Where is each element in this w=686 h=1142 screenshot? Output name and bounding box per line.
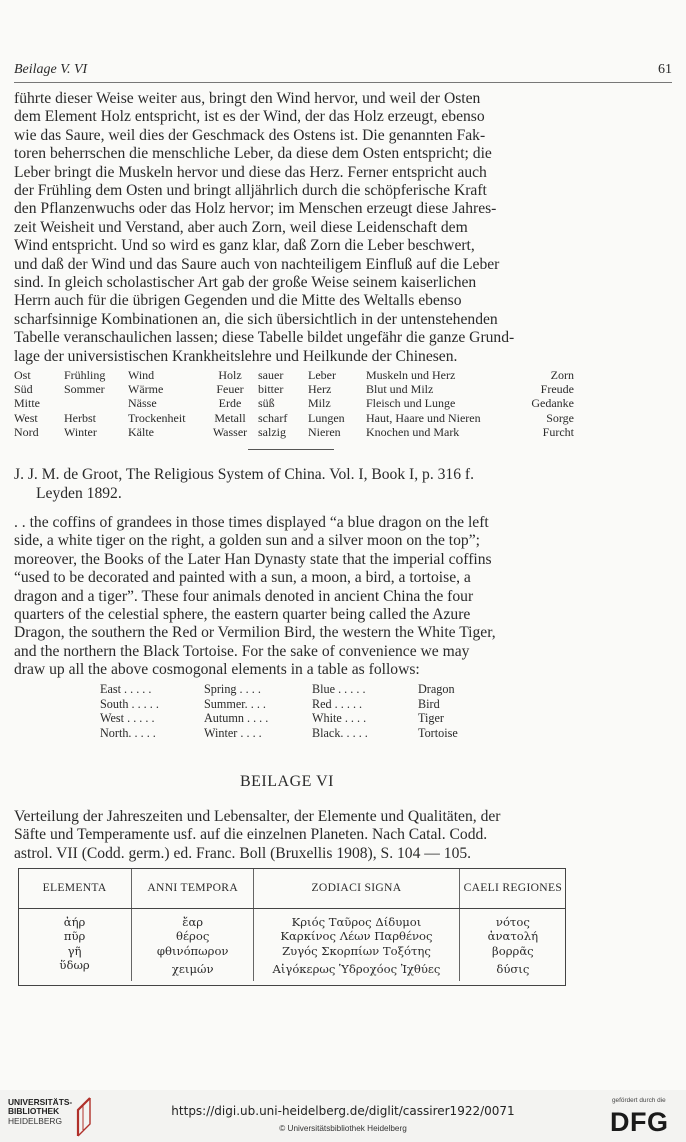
text-line: lage der universistischen Krankheitslehre und Heilkunde der Chinesen. <box>14 347 458 365</box>
table-cell: Αἰγόκερως Ὑδροχόος Ἰχθύες <box>254 958 459 980</box>
table-cell: Καρκίνος Λέων Παρθένος <box>254 929 459 943</box>
text-line: Wind entspricht. Und so wird es ganz klar, daß Zorn die Leber beschwert, <box>14 237 475 255</box>
text-line: den Pflanzenwuchs oder das Holz hervor; im Menschen erzeugt diese Jahres- <box>14 200 497 218</box>
table-row <box>14 368 574 382</box>
table-cell: Bird <box>418 696 440 711</box>
table-cell: ἔαρ <box>132 909 254 930</box>
table-cell: Blut und Milz <box>366 382 434 397</box>
table-cell: Blue . . . . . <box>312 682 366 696</box>
table-row <box>14 425 574 439</box>
text-line: der Frühling dem Osten und bringt alljährlich durch die schöpferische Kraft <box>14 182 487 200</box>
text-line: toren beherrschen die menschliche Leber, da diese dem Osten entspricht; die <box>14 145 492 163</box>
table-row <box>100 682 478 697</box>
table-cell: Metall <box>214 410 246 425</box>
table-cell: West . . . . . <box>100 711 155 726</box>
permalink[interactable]: https://digi.ub.uni-heidelberg.de/diglit/cassirer1922/0071 <box>171 1104 515 1118</box>
table-row <box>14 396 574 410</box>
table-cell: θέρος <box>132 929 254 943</box>
table-cell: South . . . . . <box>100 696 159 711</box>
table-cell: Dragon <box>418 682 455 696</box>
table-cell: βορρᾶς <box>459 944 566 958</box>
table-row <box>18 929 566 943</box>
table-cell: Fleisch und Lunge <box>366 396 456 411</box>
table-cell: Nieren <box>308 424 341 439</box>
table-cell: ἀήρ <box>63 915 86 929</box>
text-line: scharfsinnige Kombinationen an, die sich übersichtlich in der untenstehenden <box>14 310 498 328</box>
text-line: Tabelle veranschaulichen lassen; diese Tabelle bildet ungefähr die ganze Grund- <box>14 329 515 347</box>
table-row <box>18 944 566 958</box>
table-cell: Holz <box>218 368 242 382</box>
paragraph-3 <box>14 808 570 863</box>
table-header-row <box>18 868 566 909</box>
table-cell: North. . . . . <box>100 725 156 740</box>
text-line: side, a white tiger on the right, a golden sun and a silver moon on the top”; <box>14 532 480 550</box>
column-header: ZODIACI SIGNA <box>254 868 459 909</box>
table-row <box>18 909 566 930</box>
table-row <box>100 726 478 741</box>
paragraph-2 <box>14 514 570 680</box>
table-row <box>100 711 478 726</box>
text-line: Herrn auch für die übrigen Gegenden und die Mitte des Weltalls ebenso <box>14 292 462 310</box>
text-line: Verteilung der Jahreszeiten und Lebensalter, der Elemente und Qualitäten, der <box>14 808 501 825</box>
text-line: zeit Weisheit und Verstand, aber auch Zorn, weil diese Leidenschaft dem <box>14 218 468 236</box>
text-line: draw up all the above cosmogonal elements in a table as follows: <box>14 661 420 679</box>
table-cell: Κριός Ταῦρος Δίδυμοι <box>254 909 459 930</box>
text-line: wie das Saure, weil dies der Geschmack des Ostens ist. Die genannten Fak- <box>14 126 486 144</box>
table-cell: Wind <box>128 368 155 382</box>
table-cell: Nord <box>14 424 39 439</box>
column-header: CAELI REGIONES <box>459 868 566 909</box>
logo-line: BIBLIOTHEK <box>8 1106 60 1117</box>
table-cell: Kälte <box>128 424 154 439</box>
section-title: BEILAGE VI <box>239 773 335 790</box>
table-cell: Lungen <box>308 410 345 425</box>
table-cell: Frühling <box>64 368 106 382</box>
table-cell: Winter <box>64 424 97 439</box>
table-cell: scharf <box>258 410 288 425</box>
table-cell: χειμών <box>132 958 254 980</box>
table-cell: East . . . . . <box>100 682 152 696</box>
text-line: moreover, the Books of the Later Han Dynasty state that the imperial coffins <box>14 550 492 568</box>
table-row <box>100 697 478 712</box>
header-rule <box>14 82 672 83</box>
logo-line: UNIVERSITÄTS- <box>8 1097 73 1107</box>
text-line: dragon and a tiger”. These four animals denoted in ancient China the four <box>14 587 474 605</box>
table-cell: Tiger <box>418 711 444 726</box>
text-line: führte dieser Weise weiter aus, bringt den Wind hervor, und weil der Osten <box>14 90 481 107</box>
copyright: © Universitätsbibliothek Heidelberg <box>279 1124 407 1133</box>
table-cell: Black. . . . . <box>312 725 368 740</box>
table-cell: Ζυγός Σκορπίων Τοξότης <box>254 944 459 958</box>
text-line: “used to be decorated and painted with a sun, a moon, a bird, a tortoise, a <box>14 569 471 587</box>
table-cell: salzig <box>258 424 286 439</box>
table-cell: bitter <box>258 382 284 397</box>
running-title: Beilage V. VI <box>14 62 88 77</box>
table-cell: Sommer <box>64 382 105 397</box>
funding-note: gefördert durch die <box>612 1097 666 1104</box>
table-cell: γῆ <box>67 943 82 958</box>
table-cell: Tortoise <box>418 725 458 740</box>
table-cell: Wärme <box>128 382 164 397</box>
table-row <box>18 958 566 980</box>
cosmogonal-table <box>100 682 478 740</box>
paragraph-1 <box>14 90 570 366</box>
table-cell: sauer <box>258 368 284 382</box>
table-cell: νότος <box>459 909 566 930</box>
text-line: Säfte und Temperamente usf. auf die einzelnen Planeten. Nach Catal. Codd. <box>14 826 488 844</box>
text-line: and the northern the Black Tortoise. For the sake of convenience we may <box>14 642 470 660</box>
logo-line: HEIDELBERG <box>8 1115 62 1126</box>
table-cell: Knochen und Mark <box>366 424 460 439</box>
citation-line: Leyden 1892. <box>36 485 122 502</box>
table-cell: West <box>14 410 38 425</box>
dfg-logo: DFG <box>610 1107 669 1137</box>
table-cell <box>64 396 128 410</box>
section-divider <box>248 449 334 450</box>
table-row <box>14 382 574 396</box>
table-cell: Summer. . . . <box>204 696 266 711</box>
table-cell: Red . . . . . <box>312 696 363 711</box>
table-cell: Sorge <box>546 410 574 425</box>
text-line: . . the coffins of grandees in those times displayed “a blue dragon on the left <box>14 514 489 531</box>
table-cell: Muskeln und Herz <box>366 368 456 382</box>
column-header: ANNI TEMPORA <box>132 868 254 909</box>
table-cell: Zorn <box>550 368 574 382</box>
table-cell: Erde <box>218 396 242 411</box>
planet-table <box>18 868 566 981</box>
table-cell: δύσις <box>459 958 566 980</box>
table-cell: Leber <box>308 368 336 382</box>
table-cell: φθινόπωρον <box>132 944 254 958</box>
table-cell: Milz <box>308 396 331 411</box>
table-cell: Herz <box>308 382 332 397</box>
table-cell: Autumn . . . . <box>204 711 269 726</box>
table-cell: White . . . . <box>312 711 367 726</box>
running-header <box>14 62 672 82</box>
table-cell: Nässe <box>128 396 157 411</box>
table-cell: Feuer <box>216 382 244 397</box>
citation-line: J. J. M. de Groot, The Religious System of China. Vol. I, Book I, p. 316 f. <box>14 466 475 483</box>
table-cell: Süd <box>14 382 33 397</box>
table-cell: Ost <box>14 368 31 382</box>
table-cell: Winter . . . . <box>204 725 262 740</box>
table-cell: süß <box>258 396 275 411</box>
correspondence-table <box>14 368 574 439</box>
text-line: quarters of the celestial sphere, the eastern quarter being called the Azure <box>14 606 471 624</box>
text-line: Dragon, the southern the Red or Vermilion Bird, the western the White Tiger, <box>14 624 496 642</box>
page-number: 61 <box>658 62 672 77</box>
table-cell: Freude <box>540 382 574 397</box>
table-cell: Gedanke <box>531 396 574 411</box>
table-cell: Mitte <box>14 396 40 411</box>
text-line: dem Element Holz entspricht, ist es der Wind, der das Holz erzeugt, ebenso <box>14 108 485 126</box>
table-cell: ἀνατολή <box>459 929 566 943</box>
table-cell: ὕδωρ <box>59 958 90 973</box>
table-row <box>14 411 574 425</box>
text-line: und daß der Wind und das Saure auch von nachteiligem Einfluß auf die Leber <box>14 255 500 273</box>
text-line: astrol. VII (Codd. germ.) ed. Franc. Boll (Bruxellis 1908), S. 104 — 105. <box>14 844 472 862</box>
table-cell: Wasser <box>212 424 248 439</box>
table-cell: Herbst <box>64 410 96 425</box>
table-cell: πῦρ <box>63 929 86 944</box>
table-cell: Furcht <box>542 424 574 439</box>
citation <box>14 465 574 503</box>
column-header: ELEMENTA <box>18 868 132 909</box>
table-cell: Haut, Haare und Nieren <box>366 410 481 425</box>
table-cell: Trockenheit <box>128 410 186 425</box>
text-line: sind. In gleich scholastischer Art gab der große Weise seinem kaiserlichen <box>14 274 477 292</box>
text-line: Leber bringt die Muskeln hervor und diese das Herz. Ferner entspricht auch <box>14 163 487 181</box>
table-cell: Spring . . . . <box>204 682 261 696</box>
